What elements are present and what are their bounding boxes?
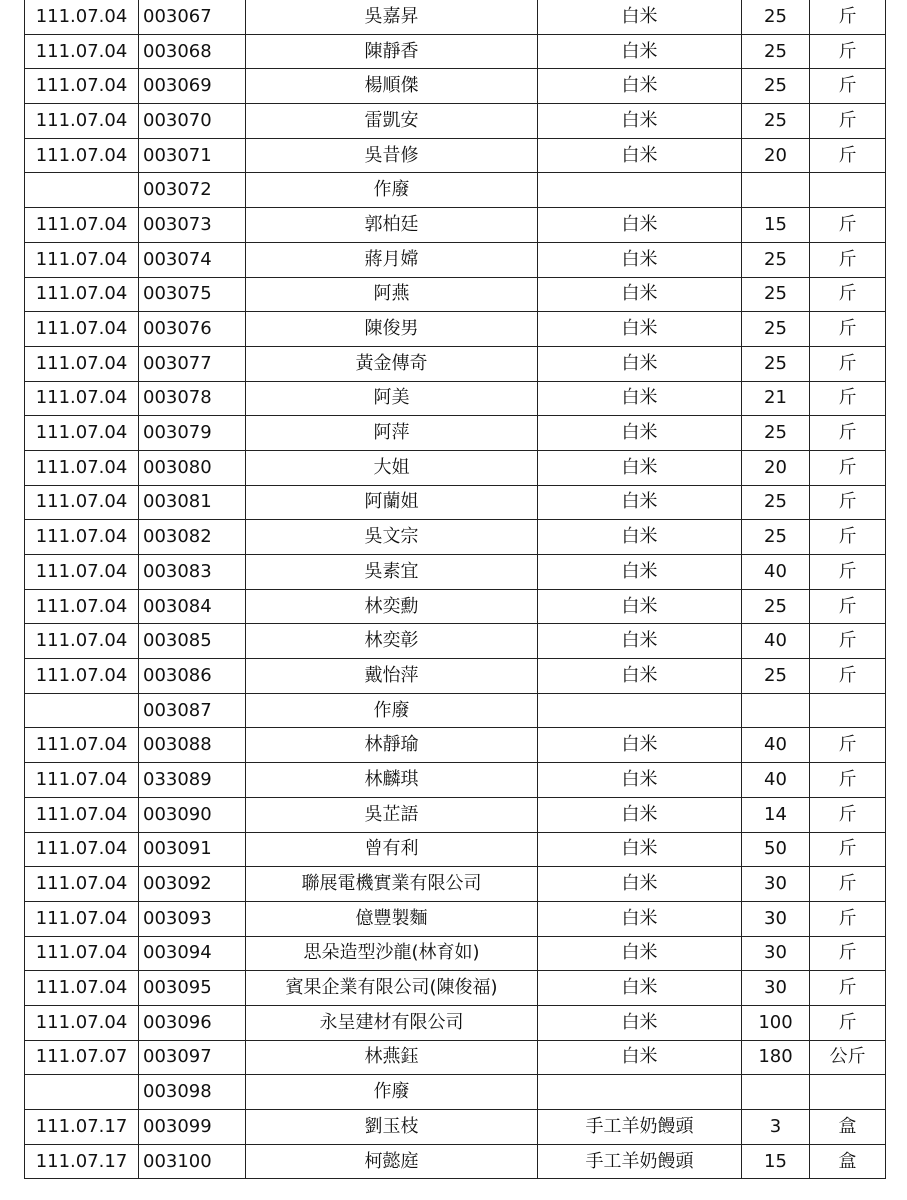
name-cell: 賓果企業有限公司(陳俊福): [246, 971, 538, 1006]
item-cell: 白米: [538, 763, 742, 798]
table-body: [25, 0, 886, 1179]
qty-cell: 40: [742, 624, 810, 659]
code-cell: 003071: [139, 138, 246, 173]
date-cell: 111.07.04: [25, 0, 139, 34]
code-cell: 003087: [139, 693, 246, 728]
name-cell: 億豐製麵: [246, 901, 538, 936]
unit-cell: 斤: [810, 659, 886, 694]
date-cell: 111.07.04: [25, 589, 139, 624]
item-cell: 白米: [538, 728, 742, 763]
item-cell: 白米: [538, 1005, 742, 1040]
item-cell: 白米: [538, 0, 742, 34]
item-cell: 白米: [538, 832, 742, 867]
table-row: [25, 867, 886, 902]
date-cell: 111.07.04: [25, 346, 139, 381]
code-cell: 003094: [139, 936, 246, 971]
name-cell: 吳素宜: [246, 555, 538, 590]
code-cell: 003091: [139, 832, 246, 867]
qty-cell: 30: [742, 901, 810, 936]
item-cell: 白米: [538, 867, 742, 902]
name-cell: 曾有利: [246, 832, 538, 867]
table-row: [25, 624, 886, 659]
name-cell: 作廢: [246, 173, 538, 208]
table-row: [25, 450, 886, 485]
unit-cell: 公斤: [810, 1040, 886, 1075]
name-cell: 林麟琪: [246, 763, 538, 798]
name-cell: 吳文宗: [246, 520, 538, 555]
item-cell: 白米: [538, 659, 742, 694]
date-cell: 111.07.04: [25, 936, 139, 971]
date-cell: 111.07.04: [25, 901, 139, 936]
date-cell: 111.07.04: [25, 624, 139, 659]
code-cell: 003081: [139, 485, 246, 520]
name-cell: 阿蘭姐: [246, 485, 538, 520]
qty-cell: 20: [742, 450, 810, 485]
code-cell: 003070: [139, 104, 246, 139]
code-cell: 003090: [139, 797, 246, 832]
date-cell: 111.07.04: [25, 69, 139, 104]
unit-cell: 斤: [810, 1005, 886, 1040]
item-cell: 白米: [538, 485, 742, 520]
name-cell: 陳俊男: [246, 312, 538, 347]
qty-cell: 40: [742, 555, 810, 590]
date-cell: 111.07.04: [25, 312, 139, 347]
name-cell: 林奕彰: [246, 624, 538, 659]
date-cell: [25, 693, 139, 728]
item-cell: 白米: [538, 936, 742, 971]
name-cell: 陳靜香: [246, 34, 538, 69]
name-cell: 戴怡萍: [246, 659, 538, 694]
qty-cell: 30: [742, 936, 810, 971]
date-cell: 111.07.04: [25, 450, 139, 485]
name-cell: 吳嘉昇: [246, 0, 538, 34]
date-cell: 111.07.04: [25, 520, 139, 555]
qty-cell: [742, 693, 810, 728]
item-cell: 手工羊奶饅頭: [538, 1144, 742, 1179]
unit-cell: 斤: [810, 450, 886, 485]
qty-cell: [742, 1075, 810, 1110]
unit-cell: 斤: [810, 797, 886, 832]
item-cell: 白米: [538, 450, 742, 485]
code-cell: 003097: [139, 1040, 246, 1075]
unit-cell: 斤: [810, 971, 886, 1006]
code-cell: 003073: [139, 208, 246, 243]
unit-cell: [810, 173, 886, 208]
qty-cell: 25: [742, 485, 810, 520]
qty-cell: 25: [742, 242, 810, 277]
code-cell: 003069: [139, 69, 246, 104]
qty-cell: 25: [742, 520, 810, 555]
qty-cell: [742, 173, 810, 208]
table-row: [25, 1040, 886, 1075]
name-cell: 劉玉枝: [246, 1110, 538, 1145]
code-cell: 003098: [139, 1075, 246, 1110]
table-row: [25, 1110, 886, 1145]
qty-cell: 20: [742, 138, 810, 173]
item-cell: 白米: [538, 138, 742, 173]
item-cell: 白米: [538, 242, 742, 277]
unit-cell: 斤: [810, 138, 886, 173]
table-row: [25, 520, 886, 555]
table-row: [25, 555, 886, 590]
date-cell: 111.07.04: [25, 381, 139, 416]
table-row: [25, 173, 886, 208]
unit-cell: [810, 1075, 886, 1110]
date-cell: 111.07.04: [25, 34, 139, 69]
table-row: [25, 138, 886, 173]
date-cell: 111.07.04: [25, 659, 139, 694]
name-cell: 聯展電機實業有限公司: [246, 867, 538, 902]
code-cell: 003080: [139, 450, 246, 485]
item-cell: 白米: [538, 520, 742, 555]
unit-cell: 斤: [810, 346, 886, 381]
table-row: [25, 242, 886, 277]
table-row: [25, 659, 886, 694]
item-cell: 白米: [538, 312, 742, 347]
code-cell: 003074: [139, 242, 246, 277]
donation-records-table: [24, 0, 886, 1179]
qty-cell: 25: [742, 346, 810, 381]
code-cell: 003093: [139, 901, 246, 936]
date-cell: 111.07.04: [25, 485, 139, 520]
code-cell: 003088: [139, 728, 246, 763]
qty-cell: 15: [742, 1144, 810, 1179]
qty-cell: 21: [742, 381, 810, 416]
qty-cell: 30: [742, 971, 810, 1006]
date-cell: 111.07.04: [25, 867, 139, 902]
unit-cell: 斤: [810, 624, 886, 659]
unit-cell: 斤: [810, 520, 886, 555]
code-cell: 003084: [139, 589, 246, 624]
name-cell: 林靜瑜: [246, 728, 538, 763]
date-cell: 111.07.04: [25, 242, 139, 277]
unit-cell: 斤: [810, 277, 886, 312]
table-row: [25, 277, 886, 312]
name-cell: 雷凱安: [246, 104, 538, 139]
name-cell: 林奕勳: [246, 589, 538, 624]
item-cell: [538, 173, 742, 208]
unit-cell: 盒: [810, 1144, 886, 1179]
code-cell: 033089: [139, 763, 246, 798]
table-row: [25, 763, 886, 798]
date-cell: 111.07.04: [25, 832, 139, 867]
code-cell: 003068: [139, 34, 246, 69]
table-row: [25, 1144, 886, 1179]
table-row: [25, 693, 886, 728]
name-cell: 大姐: [246, 450, 538, 485]
date-cell: 111.07.07: [25, 1040, 139, 1075]
qty-cell: 100: [742, 1005, 810, 1040]
code-cell: 003086: [139, 659, 246, 694]
qty-cell: 15: [742, 208, 810, 243]
table-row: [25, 901, 886, 936]
qty-cell: 40: [742, 763, 810, 798]
qty-cell: 25: [742, 104, 810, 139]
date-cell: 111.07.04: [25, 138, 139, 173]
date-cell: 111.07.04: [25, 416, 139, 451]
unit-cell: 斤: [810, 936, 886, 971]
unit-cell: 斤: [810, 901, 886, 936]
name-cell: 郭柏廷: [246, 208, 538, 243]
date-cell: 111.07.04: [25, 104, 139, 139]
code-cell: 003096: [139, 1005, 246, 1040]
item-cell: 白米: [538, 34, 742, 69]
name-cell: 阿燕: [246, 277, 538, 312]
name-cell: 作廢: [246, 693, 538, 728]
table-row: [25, 208, 886, 243]
code-cell: 003092: [139, 867, 246, 902]
date-cell: 111.07.04: [25, 1005, 139, 1040]
name-cell: 柯懿庭: [246, 1144, 538, 1179]
item-cell: 白米: [538, 555, 742, 590]
code-cell: 003079: [139, 416, 246, 451]
unit-cell: 斤: [810, 312, 886, 347]
item-cell: 白米: [538, 346, 742, 381]
item-cell: 白米: [538, 208, 742, 243]
qty-cell: 25: [742, 277, 810, 312]
item-cell: 手工羊奶饅頭: [538, 1110, 742, 1145]
unit-cell: 斤: [810, 242, 886, 277]
date-cell: 111.07.04: [25, 555, 139, 590]
qty-cell: 50: [742, 832, 810, 867]
table-row: [25, 0, 886, 34]
table-row: [25, 832, 886, 867]
item-cell: 白米: [538, 971, 742, 1006]
code-cell: 003075: [139, 277, 246, 312]
code-cell: 003095: [139, 971, 246, 1006]
name-cell: 吳昔修: [246, 138, 538, 173]
table-row: [25, 797, 886, 832]
code-cell: 003077: [139, 346, 246, 381]
item-cell: 白米: [538, 381, 742, 416]
name-cell: 楊順傑: [246, 69, 538, 104]
name-cell: 蔣月嫦: [246, 242, 538, 277]
table-row: [25, 971, 886, 1006]
unit-cell: 斤: [810, 485, 886, 520]
unit-cell: 斤: [810, 0, 886, 34]
date-cell: 111.07.04: [25, 208, 139, 243]
item-cell: 白米: [538, 901, 742, 936]
date-cell: 111.07.04: [25, 971, 139, 1006]
table-row: [25, 69, 886, 104]
item-cell: 白米: [538, 1040, 742, 1075]
qty-cell: 180: [742, 1040, 810, 1075]
code-cell: 003076: [139, 312, 246, 347]
item-cell: 白米: [538, 416, 742, 451]
qty-cell: 30: [742, 867, 810, 902]
code-cell: 003078: [139, 381, 246, 416]
table-row: [25, 1005, 886, 1040]
table-row: [25, 346, 886, 381]
qty-cell: 25: [742, 659, 810, 694]
qty-cell: 25: [742, 312, 810, 347]
unit-cell: 斤: [810, 208, 886, 243]
unit-cell: [810, 693, 886, 728]
name-cell: 永呈建材有限公司: [246, 1005, 538, 1040]
table-row: [25, 485, 886, 520]
qty-cell: 3: [742, 1110, 810, 1145]
qty-cell: 14: [742, 797, 810, 832]
name-cell: 林燕鈺: [246, 1040, 538, 1075]
table-row: [25, 416, 886, 451]
table-row: [25, 381, 886, 416]
name-cell: 阿美: [246, 381, 538, 416]
table-row: [25, 34, 886, 69]
unit-cell: 斤: [810, 555, 886, 590]
unit-cell: 斤: [810, 381, 886, 416]
name-cell: 思朵造型沙龍(林育如): [246, 936, 538, 971]
unit-cell: 斤: [810, 763, 886, 798]
qty-cell: 25: [742, 416, 810, 451]
unit-cell: 斤: [810, 104, 886, 139]
unit-cell: 斤: [810, 416, 886, 451]
qty-cell: 25: [742, 34, 810, 69]
name-cell: 黃金傳奇: [246, 346, 538, 381]
unit-cell: 斤: [810, 34, 886, 69]
table-row: [25, 589, 886, 624]
qty-cell: 25: [742, 69, 810, 104]
unit-cell: 斤: [810, 728, 886, 763]
date-cell: 111.07.04: [25, 277, 139, 312]
code-cell: 003082: [139, 520, 246, 555]
table-row: [25, 1075, 886, 1110]
item-cell: [538, 693, 742, 728]
date-cell: 111.07.04: [25, 763, 139, 798]
item-cell: 白米: [538, 277, 742, 312]
unit-cell: 斤: [810, 832, 886, 867]
name-cell: 阿萍: [246, 416, 538, 451]
item-cell: 白米: [538, 104, 742, 139]
code-cell: 003099: [139, 1110, 246, 1145]
date-cell: 111.07.04: [25, 728, 139, 763]
qty-cell: 40: [742, 728, 810, 763]
table-row: [25, 728, 886, 763]
table-row: [25, 936, 886, 971]
unit-cell: 斤: [810, 589, 886, 624]
item-cell: 白米: [538, 69, 742, 104]
code-cell: 003067: [139, 0, 246, 34]
qty-cell: 25: [742, 0, 810, 34]
code-cell: 003085: [139, 624, 246, 659]
date-cell: [25, 1075, 139, 1110]
date-cell: 111.07.17: [25, 1144, 139, 1179]
table-row: [25, 312, 886, 347]
item-cell: [538, 1075, 742, 1110]
unit-cell: 斤: [810, 867, 886, 902]
item-cell: 白米: [538, 624, 742, 659]
unit-cell: 斤: [810, 69, 886, 104]
code-cell: 003072: [139, 173, 246, 208]
table-row: [25, 104, 886, 139]
date-cell: 111.07.04: [25, 797, 139, 832]
unit-cell: 盒: [810, 1110, 886, 1145]
code-cell: 003083: [139, 555, 246, 590]
qty-cell: 25: [742, 589, 810, 624]
item-cell: 白米: [538, 589, 742, 624]
item-cell: 白米: [538, 797, 742, 832]
code-cell: 003100: [139, 1144, 246, 1179]
date-cell: 111.07.17: [25, 1110, 139, 1145]
name-cell: 吳芷語: [246, 797, 538, 832]
name-cell: 作廢: [246, 1075, 538, 1110]
date-cell: [25, 173, 139, 208]
